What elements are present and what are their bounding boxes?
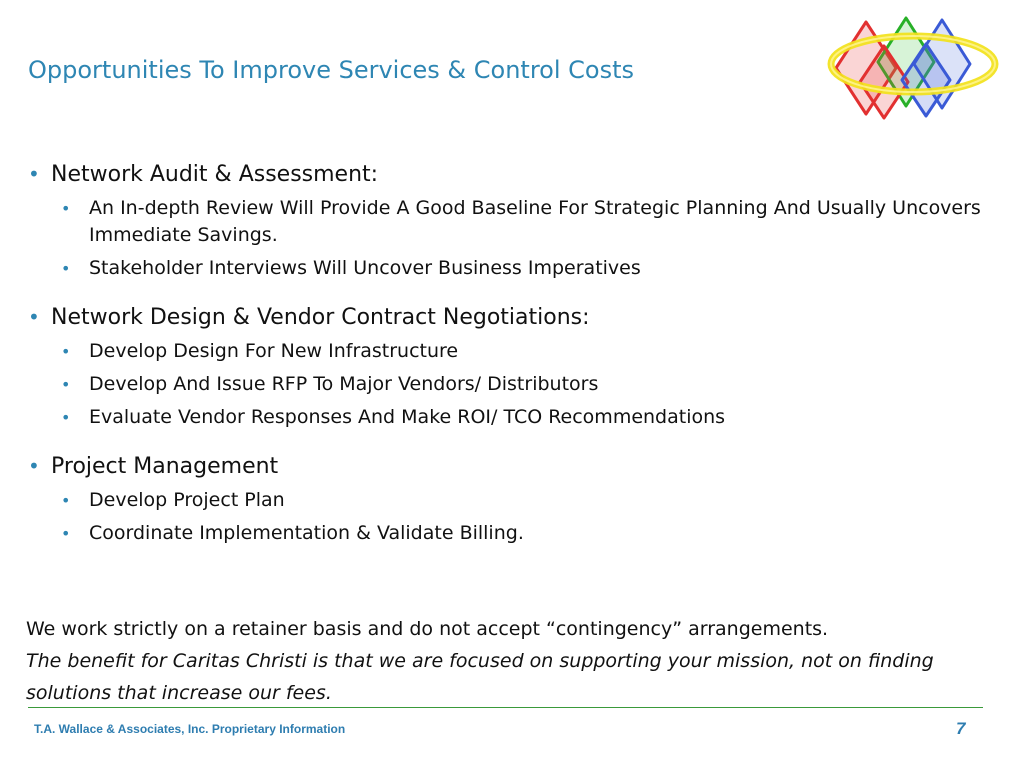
bullet-icon: • <box>28 305 40 329</box>
section-project-management <box>28 452 1008 547</box>
list-item: • Stakeholder Interviews Will Uncover Business Imperatives <box>61 255 1008 282</box>
slide-body <box>28 160 1008 568</box>
section-heading: Network Audit & Assessment: <box>51 162 379 187</box>
colored-diamonds-ring-logo <box>826 16 1001 126</box>
list-item: • An In-depth Review Will Provide A Good Baseline For Strategic Planning And Usually Uncovers Immediate Savings. <box>61 197 981 246</box>
benefit-statement: The benefit for Caritas Christi is that we are focused on supporting your mission, not on finding solutions that increase our fees. <box>26 650 934 704</box>
footer-proprietary-info: T.A. Wallace & Associates, Inc. Proprietary Information <box>34 722 346 736</box>
slide-title: Opportunities To Improve Services & Control Costs <box>28 56 635 84</box>
bullet-icon: • <box>61 259 71 278</box>
section-network-design <box>28 303 1008 431</box>
bullet-icon: • <box>61 375 71 394</box>
retainer-statement: We work strictly on a retainer basis and do not accept “contingency” arrangements. <box>26 618 829 640</box>
bullet-icon: • <box>28 454 40 478</box>
section-heading: Project Management <box>51 454 279 479</box>
page-number: 7 <box>956 719 966 738</box>
list-item: • Evaluate Vendor Responses And Make ROI/ TCO Recommendations <box>61 404 1008 431</box>
bullet-icon: • <box>61 491 71 510</box>
section-network-audit <box>28 160 1008 282</box>
closing-statement <box>26 613 1011 709</box>
bullet-icon: • <box>28 162 40 186</box>
footer-divider <box>28 707 983 708</box>
list-item: • Coordinate Implementation & Validate Billing. <box>61 520 1008 547</box>
bullet-icon: • <box>61 524 71 543</box>
section-heading: Network Design & Vendor Contract Negotiations: <box>51 305 590 330</box>
list-item: • Develop Project Plan <box>61 487 1008 514</box>
bullet-icon: • <box>61 342 71 361</box>
bullet-icon: • <box>61 408 71 427</box>
list-item: • Develop And Issue RFP To Major Vendors/ Distributors <box>61 371 1008 398</box>
list-item: • Develop Design For New Infrastructure <box>61 338 1008 365</box>
bullet-icon: • <box>61 199 71 218</box>
